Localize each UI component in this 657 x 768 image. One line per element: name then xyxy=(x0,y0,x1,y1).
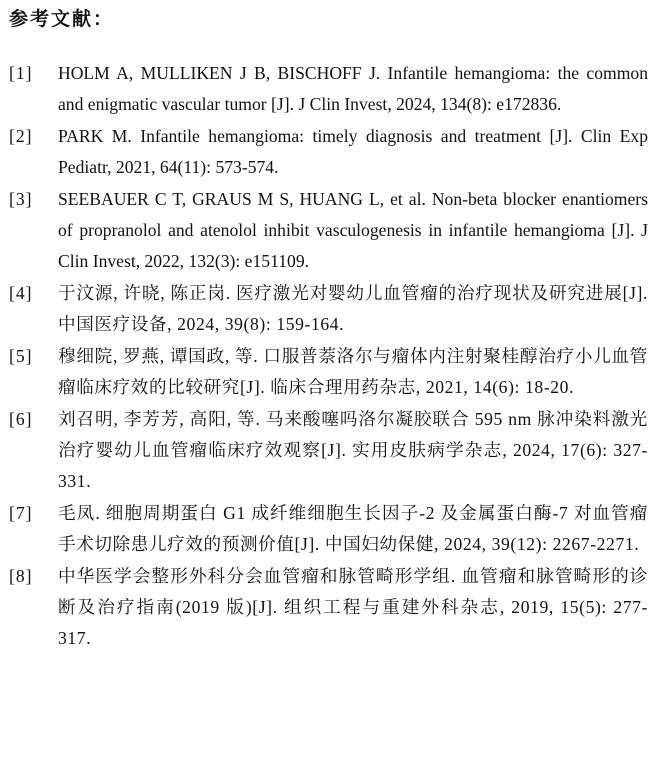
reference-text: 刘召明, 李芳芳, 高阳, 等. 马来酸噻吗洛尔凝胶联合 595 nm 脉冲染料激光治疗婴幼儿血管瘤临床疗效观察[J]. 实用皮肤病学杂志, 2024, 17(6): 327-331. xyxy=(58,409,648,491)
reference-item xyxy=(0,341,657,403)
reference-number: [5] xyxy=(9,346,33,366)
reference-item xyxy=(0,404,657,497)
reference-item xyxy=(0,121,657,183)
reference-number: [3] xyxy=(9,189,33,209)
reference-text: PARK M. Infantile hemangioma: timely diagnosis and treatment [J]. Clin Exp Pediatr, 2021, 64(11): 573-574. xyxy=(58,126,648,177)
reference-number: [4] xyxy=(9,283,33,303)
reference-text: 穆细院, 罗燕, 谭国政, 等. 口服普萘洛尔与瘤体内注射聚桂醇治疗小儿血管瘤临床疗效的比较研究[J]. 临床合理用药杂志, 2021, 14(6): 18-20. xyxy=(58,346,648,397)
reference-number: [2] xyxy=(9,126,33,146)
reference-text: 中华医学会整形外科分会血管瘤和脉管畸形学组. 血管瘤和脉管畸形的诊断及治疗指南(2019 版)[J]. 组织工程与重建外科杂志, 2019, 15(5): 277-317. xyxy=(58,566,648,648)
reference-number: [7] xyxy=(9,503,33,523)
reference-list xyxy=(0,58,657,655)
reference-item xyxy=(0,278,657,340)
references-heading: 参考文献： xyxy=(9,8,115,30)
reference-text: HOLM A, MULLIKEN J B, BISCHOFF J. Infantile hemangioma: the common and enigmatic vascular tumor [J]. J Clin Invest, 2024, 134(8): e172836. xyxy=(58,63,648,114)
reference-item xyxy=(0,498,657,560)
reference-number: [1] xyxy=(9,63,33,83)
reference-text: 于汶源, 许晓, 陈正岗. 医疗激光对婴幼儿血管瘤的治疗现状及研究进展[J]. 中国医疗设备, 2024, 39(8): 159-164. xyxy=(58,283,648,334)
reference-text: SEEBAUER C T, GRAUS M S, HUANG L, et al. Non-beta blocker enantiomers of propranolol and atenolol inhibit vasculogenesis in infantile hemangioma [J]. J Clin Invest, 2022, 132(3): e151109. xyxy=(58,189,648,271)
reference-text: 毛凤. 细胞周期蛋白 G1 成纤维细胞生长因子-2 及金属蛋白酶-7 对血管瘤手术切除患儿疗效的预测价值[J]. 中国妇幼保健, 2024, 39(12): 2267-2271. xyxy=(58,503,648,554)
reference-item xyxy=(0,184,657,277)
reference-item xyxy=(0,58,657,120)
reference-number: [8] xyxy=(9,566,33,586)
reference-item xyxy=(0,561,657,654)
reference-number: [6] xyxy=(9,409,33,429)
